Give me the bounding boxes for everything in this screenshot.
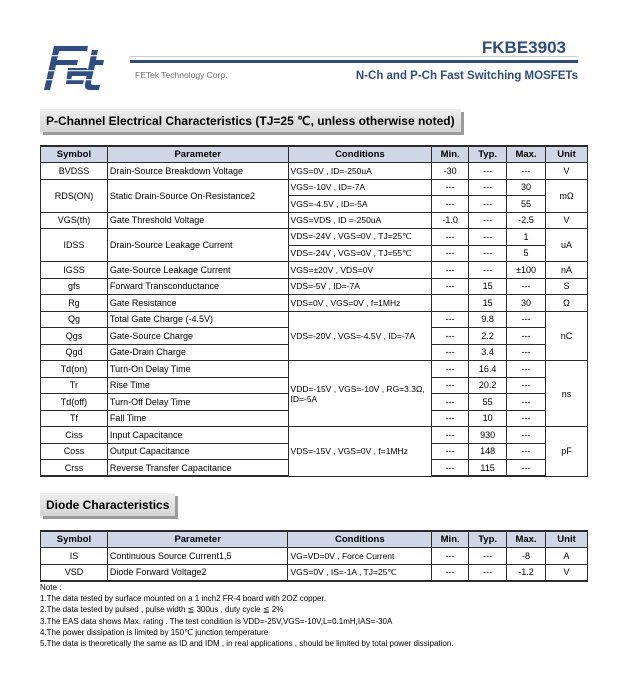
conditions-cell: VDS=-5V , ID=-7A <box>288 278 432 295</box>
max-cell: --- <box>507 460 546 477</box>
max-cell: --- <box>507 344 546 361</box>
symbol-cell: Coss <box>41 443 108 460</box>
min-cell: --- <box>432 311 469 328</box>
conditions-cell: VDS=-24V , VGS=0V , TJ=55℃ <box>288 245 432 262</box>
min-cell: --- <box>432 196 469 213</box>
min-cell: --- <box>432 548 469 565</box>
table-row <box>41 295 588 312</box>
min-cell: --- <box>432 229 469 246</box>
min-cell: --- <box>432 394 469 411</box>
symbol-cell: Qgd <box>41 344 108 361</box>
symbol-cell: Tr <box>41 377 108 394</box>
typ-cell: 148 <box>469 443 507 460</box>
min-cell: --- <box>432 427 469 444</box>
parameter-cell: Gate-Drain Charge <box>107 344 288 361</box>
min-cell: --- <box>432 460 469 477</box>
min-cell: --- <box>432 328 469 345</box>
table-row <box>41 229 588 246</box>
fetek-logo <box>40 38 132 94</box>
symbol-cell: Td(off) <box>41 394 108 411</box>
max-cell: -8 <box>507 548 546 565</box>
typ-cell: 2.2 <box>469 328 507 345</box>
unit-cell: uA <box>546 229 588 262</box>
parameter-cell: Reverse Transfer Capacitance <box>107 460 288 477</box>
max-cell: 55 <box>507 196 546 213</box>
parameter-cell: Diode Forward Voltage2 <box>107 564 288 581</box>
parameter-cell: Continuous Source Current1,5 <box>107 548 288 565</box>
symbol-cell: VSD <box>41 564 108 581</box>
typ-cell: 115 <box>469 460 507 477</box>
unit-cell: V <box>546 564 588 581</box>
typ-cell: --- <box>469 548 507 565</box>
col-header-unit: Unit <box>546 531 588 548</box>
section-title-diode <box>40 493 175 516</box>
typ-cell: --- <box>469 245 507 262</box>
col-header-max: Max. <box>507 146 546 163</box>
col-header-typ: Typ. <box>469 531 507 548</box>
note-item: 5.The data is theoretically the same as ID and IDM , in real applications , should be limited by total power dissipation. <box>40 639 454 649</box>
table-header-row <box>41 531 588 548</box>
symbol-cell: Qg <box>41 311 108 328</box>
table-header-row <box>41 146 588 163</box>
symbol-cell: gfs <box>41 278 108 295</box>
col-header-symbol: Symbol <box>41 531 108 548</box>
section-title-diode-text: Diode Characteristics <box>46 498 170 512</box>
col-header-min: Min. <box>432 146 469 163</box>
col-header-conditions: Conditions <box>288 531 432 548</box>
parameter-cell: Turn-Off Delay Time <box>107 394 288 411</box>
parameter-cell: Total Gate Charge (-4.5V) <box>107 311 288 328</box>
min-cell: --- <box>432 245 469 262</box>
symbol-cell: Crss <box>41 460 108 477</box>
col-header-conditions: Conditions <box>288 146 432 163</box>
conditions-cell: VGS=-4.5V , ID=-5A <box>288 196 432 213</box>
max-cell: --- <box>507 410 546 427</box>
parameter-cell: Static Drain-Source On-Resistance2 <box>107 179 288 212</box>
max-cell: ±100 <box>507 262 546 279</box>
typ-cell: --- <box>469 262 507 279</box>
typ-cell: --- <box>469 212 507 229</box>
table-row <box>41 361 588 378</box>
unit-cell: Ω <box>546 295 588 312</box>
parameter-cell: Gate-Source Charge <box>107 328 288 345</box>
conditions-cell: VGS=0V , IS=-1A , TJ=25℃ <box>288 564 432 581</box>
typ-cell: 9.8 <box>469 311 507 328</box>
conditions-cell: VDS=-20V , VGS=-4.5V , ID=-7A <box>288 311 432 361</box>
conditions-cell: VDS=0V , VGS=0V , f=1MHz <box>288 295 432 312</box>
max-cell: --- <box>507 427 546 444</box>
typ-cell: --- <box>469 179 507 196</box>
unit-cell: nA <box>546 262 588 279</box>
col-header-max: Max. <box>507 531 546 548</box>
parameter-cell: Gate Resistance <box>107 295 288 312</box>
col-header-min: Min. <box>432 531 469 548</box>
min-cell: --- <box>432 410 469 427</box>
col-header-parameter: Parameter <box>107 531 288 548</box>
max-cell: --- <box>507 377 546 394</box>
typ-cell: 3.4 <box>469 344 507 361</box>
parameter-cell: Input Capacitance <box>107 427 288 444</box>
typ-cell: 10 <box>469 410 507 427</box>
note-item: 4.The power dissipation is limited by 150℃ junction temperature <box>40 627 269 637</box>
parameter-cell: Output Capacitance <box>107 443 288 460</box>
symbol-cell: IDSS <box>41 229 108 262</box>
min-cell: --- <box>432 443 469 460</box>
note-item: 1.The data tested by surface mounted on a 1 inch2 FR-4 board with 2OZ copper. <box>40 594 326 604</box>
typ-cell: --- <box>469 564 507 581</box>
conditions-cell: VDS=-24V , VGS=0V , TJ=25℃ <box>288 229 432 246</box>
note-item: 2.The data tested by pulsed , pulse width ≦ 300us , duty cycle ≦ 2% <box>40 605 284 615</box>
table-row <box>41 278 588 295</box>
diode-characteristics-table <box>40 530 588 582</box>
company-name: FETek Technology Corp. <box>135 70 228 80</box>
unit-cell: mΩ <box>546 179 588 212</box>
parameter-cell: Drain-Source Breakdown Voltage <box>107 163 288 180</box>
notes-title: Note : <box>40 583 62 592</box>
parameter-cell: Turn-On Delay Time <box>107 361 288 378</box>
unit-cell: S <box>546 278 588 295</box>
typ-cell: --- <box>469 229 507 246</box>
max-cell: --- <box>507 311 546 328</box>
table-row <box>41 564 588 581</box>
p-channel-characteristics-table <box>40 145 588 477</box>
min-cell <box>432 295 469 312</box>
col-header-typ: Typ. <box>469 146 507 163</box>
parameter-cell: Drain-Source Leakage Current <box>107 229 288 262</box>
section-title-p-channel-text: P-Channel Electrical Characteristics (TJ=25 ℃, unless otherwise noted) <box>46 114 455 128</box>
note-item: 3.The EAS data shows Max. rating . The test condition is VDD=-25V,VGS=-10V,L=0.1mH,IAS=-30A <box>40 616 393 626</box>
typ-cell: 15 <box>469 278 507 295</box>
min-cell: -1.0 <box>432 212 469 229</box>
min-cell: --- <box>432 344 469 361</box>
max-cell: --- <box>507 328 546 345</box>
symbol-cell: Ciss <box>41 427 108 444</box>
typ-cell: 16.4 <box>469 361 507 378</box>
parameter-cell: Rise Time <box>107 377 288 394</box>
symbol-cell: VGS(th) <box>41 212 108 229</box>
col-header-parameter: Parameter <box>107 146 288 163</box>
header-divider <box>130 60 578 63</box>
max-cell: --- <box>507 278 546 295</box>
parameter-cell: Gate Threshold Voltage <box>107 212 288 229</box>
unit-cell: V <box>546 163 588 180</box>
max-cell: --- <box>507 443 546 460</box>
typ-cell: --- <box>469 196 507 213</box>
max-cell: --- <box>507 163 546 180</box>
min-cell: --- <box>432 361 469 378</box>
col-header-unit: Unit <box>546 146 588 163</box>
min-cell: --- <box>432 179 469 196</box>
min-cell: --- <box>432 564 469 581</box>
unit-cell: V <box>546 212 588 229</box>
symbol-cell: IGSS <box>41 262 108 279</box>
typ-cell: 20.2 <box>469 377 507 394</box>
notes-block <box>40 582 454 649</box>
conditions-cell: VGS=-10V , ID=-7A <box>288 179 432 196</box>
conditions-cell: VGS=VDS , ID =-250uA <box>288 212 432 229</box>
symbol-cell: BVDSS <box>41 163 108 180</box>
symbol-cell: RDS(ON) <box>41 179 108 212</box>
table-row <box>41 311 588 328</box>
conditions-cell: VDD=-15V , VGS=-10V , RG=3.3Ω, ID=-5A <box>288 361 432 427</box>
typ-cell: 55 <box>469 394 507 411</box>
min-cell: --- <box>432 278 469 295</box>
parameter-cell: Fall Time <box>107 410 288 427</box>
symbol-cell: IS <box>41 548 108 565</box>
symbol-cell: Qgs <box>41 328 108 345</box>
conditions-cell: VGS=±20V , VDS=0V <box>288 262 432 279</box>
table-row <box>41 179 588 196</box>
table-row <box>41 163 588 180</box>
conditions-cell: VGS=0V , ID=-250uA <box>288 163 432 180</box>
unit-cell: ns <box>546 361 588 427</box>
max-cell: -1.2 <box>507 564 546 581</box>
conditions-cell: VDS=-15V , VGS=0V , f=1MHz <box>288 427 432 477</box>
max-cell: -2.5 <box>507 212 546 229</box>
fetek-logo-graphic <box>40 38 132 94</box>
parameter-cell: Forward Transconductance <box>107 278 288 295</box>
symbol-cell: Rg <box>41 295 108 312</box>
section-title-p-channel <box>40 109 461 132</box>
parameter-cell: Gate-Source Leakage Current <box>107 262 288 279</box>
col-header-symbol: Symbol <box>41 146 108 163</box>
min-cell: --- <box>432 262 469 279</box>
unit-cell: A <box>546 548 588 565</box>
max-cell: --- <box>507 361 546 378</box>
typ-cell: 930 <box>469 427 507 444</box>
unit-cell: pF <box>546 427 588 477</box>
conditions-cell: VG=VD=0V , Force Current <box>288 548 432 565</box>
table-row <box>41 548 588 565</box>
symbol-cell: Td(on) <box>41 361 108 378</box>
part-number: FKBE3903 <box>481 38 566 57</box>
max-cell: 5 <box>507 245 546 262</box>
min-cell: -30 <box>432 163 469 180</box>
typ-cell: --- <box>469 163 507 180</box>
typ-cell: 15 <box>469 295 507 312</box>
min-cell: --- <box>432 377 469 394</box>
max-cell: 30 <box>507 179 546 196</box>
symbol-cell: Tf <box>41 410 108 427</box>
max-cell: 1 <box>507 229 546 246</box>
table-row <box>41 262 588 279</box>
table-row <box>41 427 588 444</box>
unit-cell: nC <box>546 311 588 361</box>
max-cell: 30 <box>507 295 546 312</box>
table-row <box>41 212 588 229</box>
max-cell: --- <box>507 394 546 411</box>
product-subtitle: N-Ch and P-Ch Fast Switching MOSFETs <box>355 70 578 82</box>
